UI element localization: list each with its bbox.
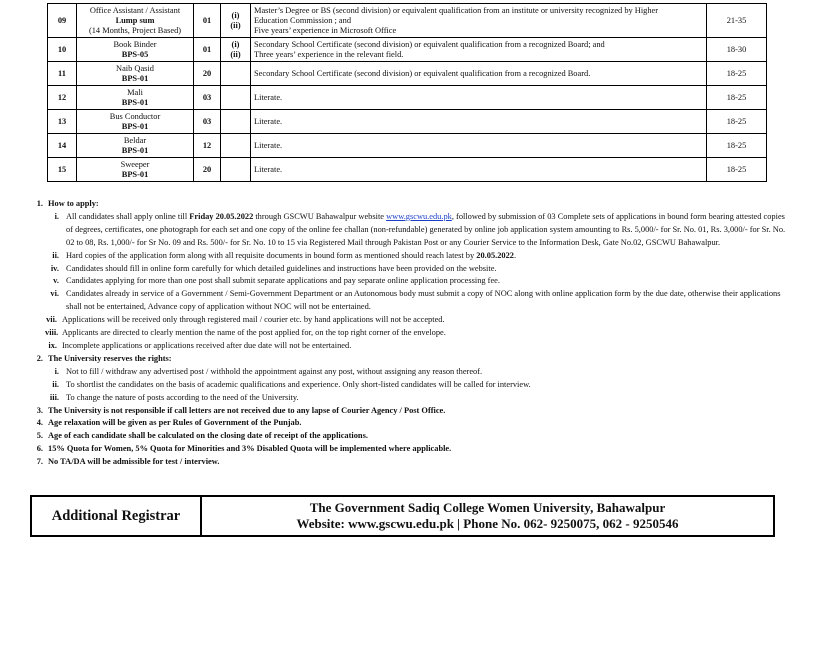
post-name: Bus Conductor BPS-01 [77,110,194,134]
qualification-index [221,62,251,86]
list-item: v. Candidates applying for more than one post shall submit separate applications and pay separate online application processing fee. [53,276,500,286]
age-limit: 21-35 [707,4,767,38]
qualification: Literate. [251,110,707,134]
list-item: viii. Applicants are directed to clearly mention the name of the post applied for, on the top right corner of the envelope. [45,328,446,338]
qualification-index [221,86,251,110]
post-name: Beldar BPS-01 [77,134,194,158]
qualification-index [221,110,251,134]
post-name: Mali BPS-01 [77,86,194,110]
age-limit: 18-25 [707,158,767,182]
table-row [48,38,767,62]
qualification: Secondary School Certificate (second division) or equivalent qualification from a recognized Board; and Three years’ experience in the relevant field. [251,38,707,62]
post-count: 01 [194,38,221,62]
table-row [48,158,767,182]
post-count: 20 [194,62,221,86]
list-item: ix. Incomplete applications or applications received after due date will not be entertained. [48,340,352,350]
post-count: 20 [194,158,221,182]
post-count: 03 [194,86,221,110]
section-university-rights: 2. The University reserves the rights: [36,353,172,363]
post-name: Book Binder BPS-05 [77,38,194,62]
pay-scale: BPS-05 [121,49,149,59]
serial-number: 09 [48,4,77,38]
contact-info: Website: www.gscwu.edu.pk | Phone No. 062- 9250075, 062 - 9250546 [296,516,679,531]
serial-number: 12 [48,86,77,110]
table-row [48,62,767,86]
list-item: iv. Candidates should fill in online form carefully for which detailed guidelines and instructions have been provided on the website. [50,263,497,273]
post-name: Office Assistant / Assistant Lump sum (14 Months, Project Based) [77,4,194,38]
table-row [48,134,767,158]
deadline-date: 20.05.2022 [476,250,514,260]
pay-scale: BPS-01 [121,73,149,83]
vacancy-table [47,3,767,182]
list-item: i. Not to fill / withdraw any advertised post / withhold the appointment against any post, without assigning any reason thereof. [54,366,483,376]
post-count: 03 [194,110,221,134]
qualification: Master’s Degree or BS (second division) or equivalent qualification from an institute or university recognized by Higher Education Commission ; and Five years’ experience in Microsoft Office [251,4,707,38]
university-name: The Government Sadiq College Women University, Bahawalpur [309,500,666,515]
note-6: 6. 15% Quota for Women, 5% Quota for Minorities and 3% Disabled Quota will be implemented where applicable. [36,444,452,454]
serial-number: 10 [48,38,77,62]
list-item: ii. To shortlist the candidates on the basis of academic qualifications and experience. Only short-listed candidates will be called for interview. [52,379,531,389]
table-row [48,110,767,134]
instructions [29,198,789,469]
age-limit: 18-25 [707,62,767,86]
pay-scale: BPS-01 [121,145,149,155]
list-item: vii. Applications will be received only through registered mail / courier etc. by hand applications will not be accepted. [46,315,445,325]
post-name: Naib Qasid BPS-01 [77,62,194,86]
serial-number: 15 [48,158,77,182]
serial-number: 11 [48,62,77,86]
section-title: The University reserves the rights: [48,353,172,363]
university-info [202,497,773,535]
website-link[interactable]: www.gscwu.edu.pk [386,211,452,221]
serial-number: 13 [48,110,77,134]
footer-box [30,495,775,537]
qualification-index [221,158,251,182]
qualification: Literate. [251,158,707,182]
note-3: 3. The University is not responsible if call letters are not received due to any lapse of Courier Agency / Post Office. [36,405,446,415]
age-limit: 18-25 [707,110,767,134]
pay-scale: BPS-01 [121,121,149,131]
pay-scale: BPS-01 [121,97,149,107]
table-row [48,86,767,110]
section-how-to-apply: 1. How to apply: [36,199,99,208]
age-limit: 18-25 [707,134,767,158]
qualification-index: (i) (ii) [221,38,251,62]
note-4: 4. Age relaxation will be given as per Rules of Government of the Punjab. [36,418,302,428]
pay-scale: BPS-01 [121,169,149,179]
list-item: i. All candidates shall apply online till Friday 20.05.2022 through GSCWU Bahawalpur website www.gscwu.edu.pk, followed by submission of 03 Complete sets of applications in bound form bearing attested copies of degrees, certificates, one photograph for each set and one copy of the online fee challan (non-refundable) generated by online job application system amounting to Rs. 5,000/- for Sr. No. 01, Rs. 3,000/- for Sr. No. 02 to 08, Rs. 1,000/- for Sr No. 09 and Rs. 500/- for Sr. No. 10 to 15 via Registered Mail through Pakistan Post or any Courier Service to the Information Desk, Gate No.02, GSCWU Bahawalpur. [54,211,786,247]
note-7: 7. No TA/DA will be admissible for test / interview. [36,457,220,467]
serial-number: 14 [48,134,77,158]
qualification-index [221,134,251,158]
list-item: vi. Candidates already in service of a Government / Semi-Government Department or an Autonomous body must submit a copy of NOC along with online application form by the due date, otherwise their applications shall not be entertained, Advance copy of application without NOC will not be entertained. [50,289,781,312]
note-5: 5. Age of each candidate shall be calculated on the closing date of receipt of the applications. [36,431,368,441]
age-limit: 18-25 [707,86,767,110]
post-count: 12 [194,134,221,158]
list-item: ii. Hard copies of the application form along with all requisite documents in bound form as mentioned should reach latest by 20.05.2022. [52,250,517,260]
qualification: Secondary School Certificate (second division) or equivalent qualification from a recognized Board. [251,62,707,86]
pay-scale: Lump sum [115,15,155,25]
section-title: How to apply: [48,199,99,208]
deadline-date: Friday 20.05.2022 [189,211,254,221]
post-count: 01 [194,4,221,38]
table-row [48,4,767,38]
post-name: Sweeper BPS-01 [77,158,194,182]
qualification: Literate. [251,86,707,110]
qualification: Literate. [251,134,707,158]
list-item: iii. To change the nature of posts according to the need of the University. [49,392,299,402]
qualification-index: (i) (ii) [221,4,251,38]
signatory: Additional Registrar [32,497,202,535]
age-limit: 18-30 [707,38,767,62]
